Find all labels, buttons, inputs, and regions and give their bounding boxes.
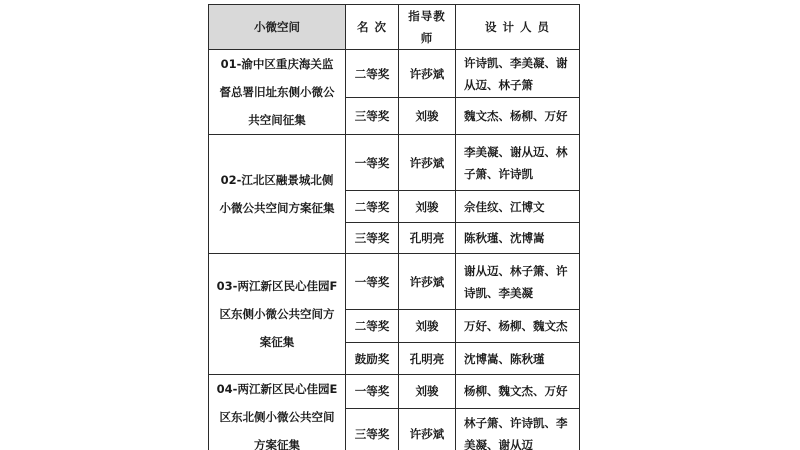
- designers-cell: 佘佳纹、江博文: [456, 191, 580, 223]
- header-project: 小微空间: [209, 5, 346, 50]
- rank-cell: 一等奖: [346, 254, 399, 310]
- advisor-cell: 刘骏: [399, 191, 456, 223]
- project-cell: 01-渝中区重庆海关监督总署旧址东侧小微公共空间征集: [209, 50, 346, 135]
- rank-cell: 三等奖: [346, 98, 399, 135]
- header-rank: 名 次: [346, 5, 399, 50]
- advisor-cell: 刘骏: [399, 375, 456, 409]
- rank-cell: 三等奖: [346, 408, 399, 450]
- advisor-cell: 刘骏: [399, 98, 456, 135]
- rank-cell: 三等奖: [346, 223, 399, 254]
- advisor-cell: 孔明亮: [399, 343, 456, 375]
- advisor-cell: 许莎斌: [399, 408, 456, 450]
- advisor-cell: 刘骏: [399, 310, 456, 343]
- rank-cell: 一等奖: [346, 135, 399, 191]
- rank-cell: 一等奖: [346, 375, 399, 409]
- designers-cell: 谢从迈、林子箫、许诗凯、李美凝: [456, 254, 580, 310]
- awards-table: [208, 4, 580, 450]
- advisor-cell: 孔明亮: [399, 223, 456, 254]
- designers-cell: 陈秋瑾、沈博嵩: [456, 223, 580, 254]
- project-cell: 02-江北区融景城北侧小微公共空间方案征集: [209, 135, 346, 254]
- awards-document: [208, 4, 579, 450]
- designers-cell: 林子箫、许诗凯、李美凝、谢从迈: [456, 408, 580, 450]
- rank-cell: 二等奖: [346, 310, 399, 343]
- advisor-cell: 许莎斌: [399, 254, 456, 310]
- rank-cell: 二等奖: [346, 191, 399, 223]
- table-row: [209, 50, 580, 98]
- designers-cell: 沈博嵩、陈秋瑾: [456, 343, 580, 375]
- table-row: [209, 135, 580, 191]
- table-header-row: [209, 5, 580, 50]
- table-row: [209, 254, 580, 310]
- rank-cell: 二等奖: [346, 50, 399, 98]
- header-designers: 设 计 人 员: [456, 5, 580, 50]
- rank-cell: 鼓励奖: [346, 343, 399, 375]
- table-row: [209, 375, 580, 409]
- designers-cell: 李美凝、谢从迈、林子箫、许诗凯: [456, 135, 580, 191]
- designers-cell: 杨柳、魏文杰、万好: [456, 375, 580, 409]
- project-cell: 04-两江新区民心佳园E区东北侧小微公共空间方案征集: [209, 375, 346, 450]
- advisor-cell: 许莎斌: [399, 135, 456, 191]
- advisor-cell: 许莎斌: [399, 50, 456, 98]
- header-advisor: 指导教师: [399, 5, 456, 50]
- designers-cell: 万好、杨柳、魏文杰: [456, 310, 580, 343]
- designers-cell: 许诗凯、李美凝、谢从迈、林子箫: [456, 50, 580, 98]
- designers-cell: 魏文杰、杨柳、万好: [456, 98, 580, 135]
- project-cell: 03-两江新区民心佳园F区东侧小微公共空间方案征集: [209, 254, 346, 375]
